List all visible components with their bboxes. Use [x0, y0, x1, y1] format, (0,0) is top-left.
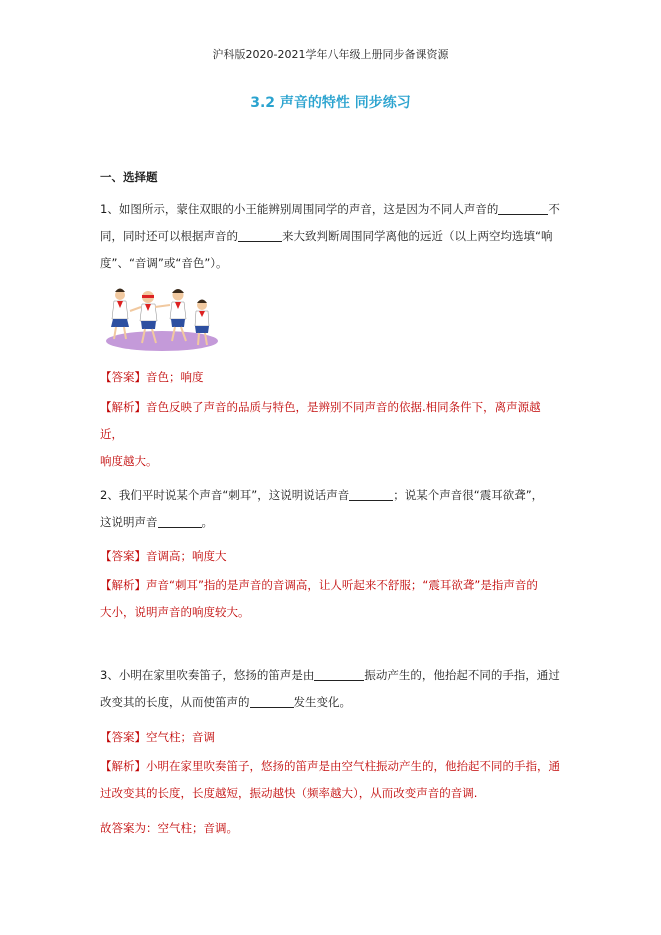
q3-text: 3、小明在家里吹奏笛子，悠扬的笛声是由 [100, 668, 315, 682]
analysis-line: 响度越大。 [100, 454, 158, 468]
q1-text: 1、如图所示，蒙住双眼的小王能辨别周围同学的声音，这是因为不同人声音的 [100, 202, 499, 216]
answer-blank [158, 515, 202, 528]
q2-analysis [100, 572, 562, 626]
q3-analysis [100, 753, 562, 807]
q2-answer: 【答案】音调高；响度大 [100, 549, 227, 563]
analysis-line: 大小，说明声音的响度较大。 [100, 605, 250, 619]
section-heading: 一、选择题 [100, 170, 158, 184]
answer-blank [498, 202, 548, 215]
page-header: 沪科版2020-2021学年八年级上册同步备课资源 [212, 48, 449, 61]
analysis-line: 过改变其的长度，长度越短，振动越快（频率越大），从而改变声音的音调. [100, 786, 478, 800]
analysis-line: 【解析】小明在家里吹奏笛子，悠扬的笛声是由空气柱振动产生的，他抬起不同的手指，通 [100, 759, 560, 773]
page-title: 3.2 声音的特性 同步练习 [250, 95, 411, 111]
question-1 [100, 196, 562, 277]
answer-blank [238, 229, 282, 242]
q2-text: 2、我们平时说某个声音“刺耳”，这说明说话声音 [100, 488, 350, 502]
question-3 [100, 662, 562, 716]
q3-text: 振动产生的，他抬起不同的手指，通过 [364, 668, 560, 682]
q1-analysis [100, 394, 562, 475]
q1-line-3: 度”、“音调”或“音色”）。 [100, 256, 228, 270]
q2-text: 。 [201, 515, 213, 529]
q1-text: 来大致判断周围同学离他的远近（以上两空均选填“响 [282, 229, 553, 243]
question-2 [100, 482, 562, 536]
q2-text: ；说某个声音很“震耳欲聋”， [393, 488, 544, 502]
q3-line-1 [100, 662, 562, 689]
q1-line-1 [100, 196, 562, 223]
analysis-line: 【解析】声音“刺耳”指的是声音的音调高，让人听起来不舒服；“震耳欲聋”是指声音的 [100, 578, 538, 592]
q1-answer: 【答案】音色；响度 [100, 370, 204, 384]
ground-shadow [106, 331, 218, 351]
answer-blank [314, 668, 364, 681]
q2-text: 这说明声音 [100, 515, 158, 529]
answer-blank [250, 695, 294, 708]
q3-line-2 [100, 689, 562, 716]
q3-text: 发生变化。 [293, 695, 351, 709]
q3-answer: 【答案】空气柱；音调 [100, 730, 215, 744]
q1-text: 不 [548, 202, 560, 216]
q2-line-1 [100, 482, 562, 509]
q2-line-2 [100, 509, 562, 536]
q1-line-2 [100, 223, 562, 250]
q3-text: 改变其的长度，从而使笛声的 [100, 695, 250, 709]
q1-text: 同，同时还可以根据声音的 [100, 229, 238, 243]
children-blindfold-game-illustration [100, 283, 220, 353]
analysis-line: 【解析】音色反映了声音的品质与特色，是辨别不同声音的依据.相同条件下，离声源越近， [100, 400, 541, 441]
q3-final-answer: 故答案为：空气柱；音调。 [100, 821, 238, 835]
answer-blank [349, 488, 393, 501]
girl-figure-icon [111, 289, 129, 340]
